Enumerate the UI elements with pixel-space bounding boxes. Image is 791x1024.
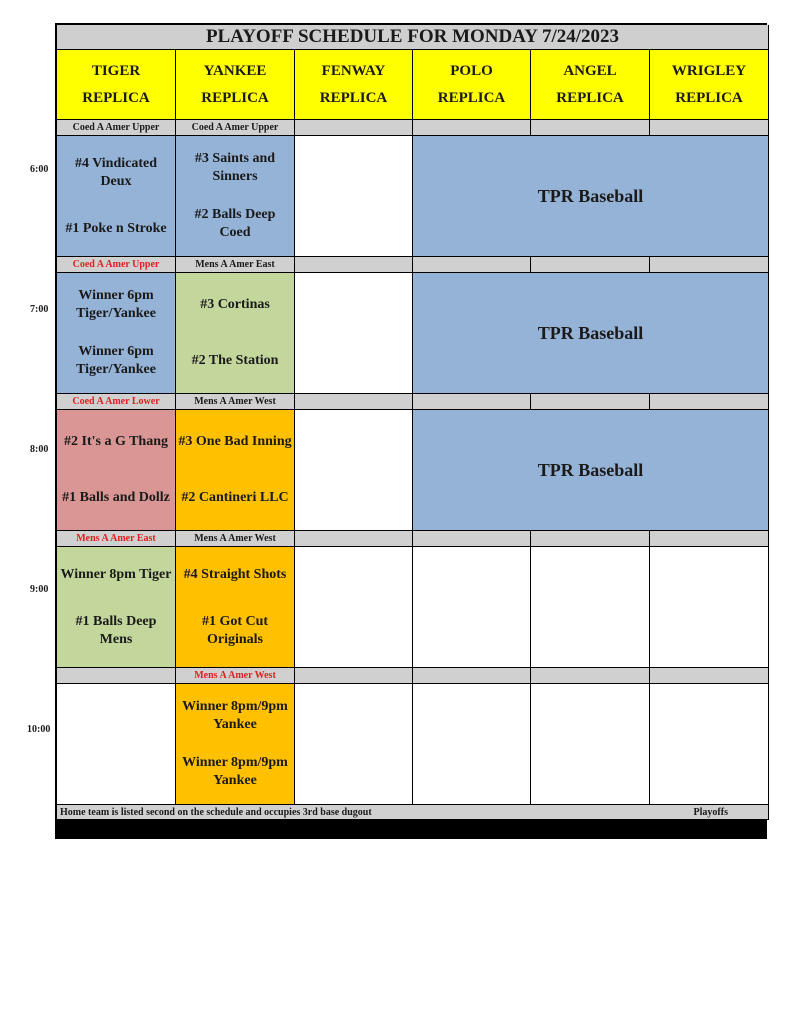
field-sub: REPLICA — [82, 89, 150, 106]
field-sub: REPLICA — [201, 89, 269, 106]
home-team: #1 Balls and Dollz — [62, 490, 170, 505]
empty-cell-fenway-6pm — [295, 136, 413, 257]
field-header-angel — [531, 50, 650, 120]
field-header-tiger — [57, 50, 176, 120]
division-label — [413, 531, 531, 547]
empty-cell-fenway-9pm — [295, 547, 413, 668]
schedule-table — [55, 23, 767, 839]
away-team: #3 One Bad Inning — [178, 434, 292, 449]
home-team: Winner 6pm Tiger/Yankee — [76, 344, 156, 377]
away-team: #3 Cortinas — [200, 297, 270, 312]
division-label: Mens A Amer East — [57, 531, 176, 547]
away-team: #4 Vindicated Deux — [74, 155, 158, 189]
division-label — [295, 120, 413, 136]
division-label — [413, 668, 531, 684]
field-name: TIGER — [91, 62, 141, 79]
away-team: #4 Straight Shots — [183, 566, 287, 582]
division-label: Mens A Amer West — [176, 531, 295, 547]
field-header-fenway — [295, 50, 413, 120]
page-title: PLAYOFF SCHEDULE FOR MONDAY 7/24/2023 — [57, 25, 769, 50]
time-label-10pm: 10:00 — [27, 724, 51, 735]
time-label-9pm: 9:00 — [30, 584, 49, 595]
time-label-6pm: 6:00 — [30, 164, 49, 175]
home-team: #2 The Station — [191, 353, 279, 368]
division-label — [531, 531, 650, 547]
empty-cell-angel-10pm — [531, 684, 650, 805]
away-team: Winner 6pm Tiger/Yankee — [76, 288, 156, 321]
home-team: #1 Got Cut Originals — [201, 613, 269, 647]
game-cell-tiger-8pm — [57, 410, 176, 531]
game-cell-yankee-9pm — [176, 547, 295, 668]
game-cell-yankee-10pm — [176, 684, 295, 805]
away-team: #2 It's a G Thang — [64, 434, 168, 449]
division-label — [650, 257, 769, 273]
field-name: YANKEE — [203, 62, 267, 79]
game-cell-yankee-8pm — [176, 410, 295, 531]
home-team: #1 Balls Deep Mens — [75, 613, 157, 647]
footer-row — [57, 805, 769, 820]
division-label — [531, 120, 650, 136]
home-team: #2 Balls Deep Coed — [194, 207, 276, 240]
division-label — [531, 668, 650, 684]
tpr-baseball-block-6pm: TPR Baseball — [413, 136, 769, 257]
field-header-wrigley — [650, 50, 769, 120]
game-cell-tiger-6pm — [57, 136, 176, 257]
division-label: Mens A Amer East — [176, 257, 295, 273]
home-team: #1 Poke n Stroke — [65, 220, 167, 236]
division-label: Coed A Amer Lower — [57, 394, 176, 410]
game-cell-yankee-7pm — [176, 273, 295, 394]
empty-cell-polo-9pm — [413, 547, 531, 668]
division-label: Coed A Amer Upper — [57, 120, 176, 136]
division-label — [295, 394, 413, 410]
game-cell-tiger-7pm — [57, 273, 176, 394]
tpr-baseball-block-7pm: TPR Baseball — [413, 273, 769, 394]
home-team: #2 Cantineri LLC — [181, 490, 289, 505]
field-sub: REPLICA — [437, 89, 506, 106]
field-name: FENWAY — [321, 62, 386, 79]
division-label: Coed A Amer Upper — [176, 120, 295, 136]
time-label-7pm: 7:00 — [30, 304, 49, 315]
field-sub: REPLICA — [319, 89, 388, 106]
field-name: POLO — [450, 62, 493, 79]
field-name: ANGEL — [563, 62, 617, 79]
division-label — [295, 531, 413, 547]
home-team: Winner 8pm/9pm Yankee — [182, 755, 288, 788]
division-label — [531, 394, 650, 410]
field-name: WRIGLEY — [671, 62, 747, 79]
away-team: #3 Saints and Sinners — [194, 151, 276, 184]
division-label — [650, 120, 769, 136]
game-cell-yankee-6pm — [176, 136, 295, 257]
empty-cell-fenway-10pm — [295, 684, 413, 805]
field-sub: REPLICA — [675, 89, 743, 106]
empty-cell-fenway-7pm — [295, 273, 413, 394]
division-label: Coed A Amer Upper — [57, 257, 176, 273]
division-label — [57, 668, 176, 684]
empty-cell-wrigley-9pm — [650, 547, 769, 668]
division-label — [531, 257, 650, 273]
game-cell-tiger-9pm — [57, 547, 176, 668]
footer-note: Home team is listed second on the schedule and occupies 3rd base dugout — [60, 806, 372, 818]
field-header-polo — [413, 50, 531, 120]
division-label — [295, 257, 413, 273]
field-header-yankee — [176, 50, 295, 120]
division-label: Mens A Amer West — [176, 668, 295, 684]
division-label: Mens A Amer West — [176, 394, 295, 410]
empty-cell-tiger-10pm — [57, 684, 176, 805]
division-label — [295, 668, 413, 684]
tpr-baseball-block-8pm: TPR Baseball — [413, 410, 769, 531]
empty-cell-fenway-8pm — [295, 410, 413, 531]
division-label — [650, 668, 769, 684]
division-label — [413, 394, 531, 410]
away-team: Winner 8pm Tiger — [60, 566, 172, 582]
division-label — [650, 394, 769, 410]
away-team: Winner 8pm/9pm Yankee — [182, 699, 288, 732]
empty-cell-angel-9pm — [531, 547, 650, 668]
division-label — [413, 257, 531, 273]
division-label — [650, 531, 769, 547]
division-label — [413, 120, 531, 136]
footer-label: Playoffs — [693, 806, 728, 818]
empty-cell-polo-10pm — [413, 684, 531, 805]
empty-cell-wrigley-10pm — [650, 684, 769, 805]
time-label-8pm: 8:00 — [30, 444, 49, 455]
field-sub: REPLICA — [556, 89, 624, 106]
